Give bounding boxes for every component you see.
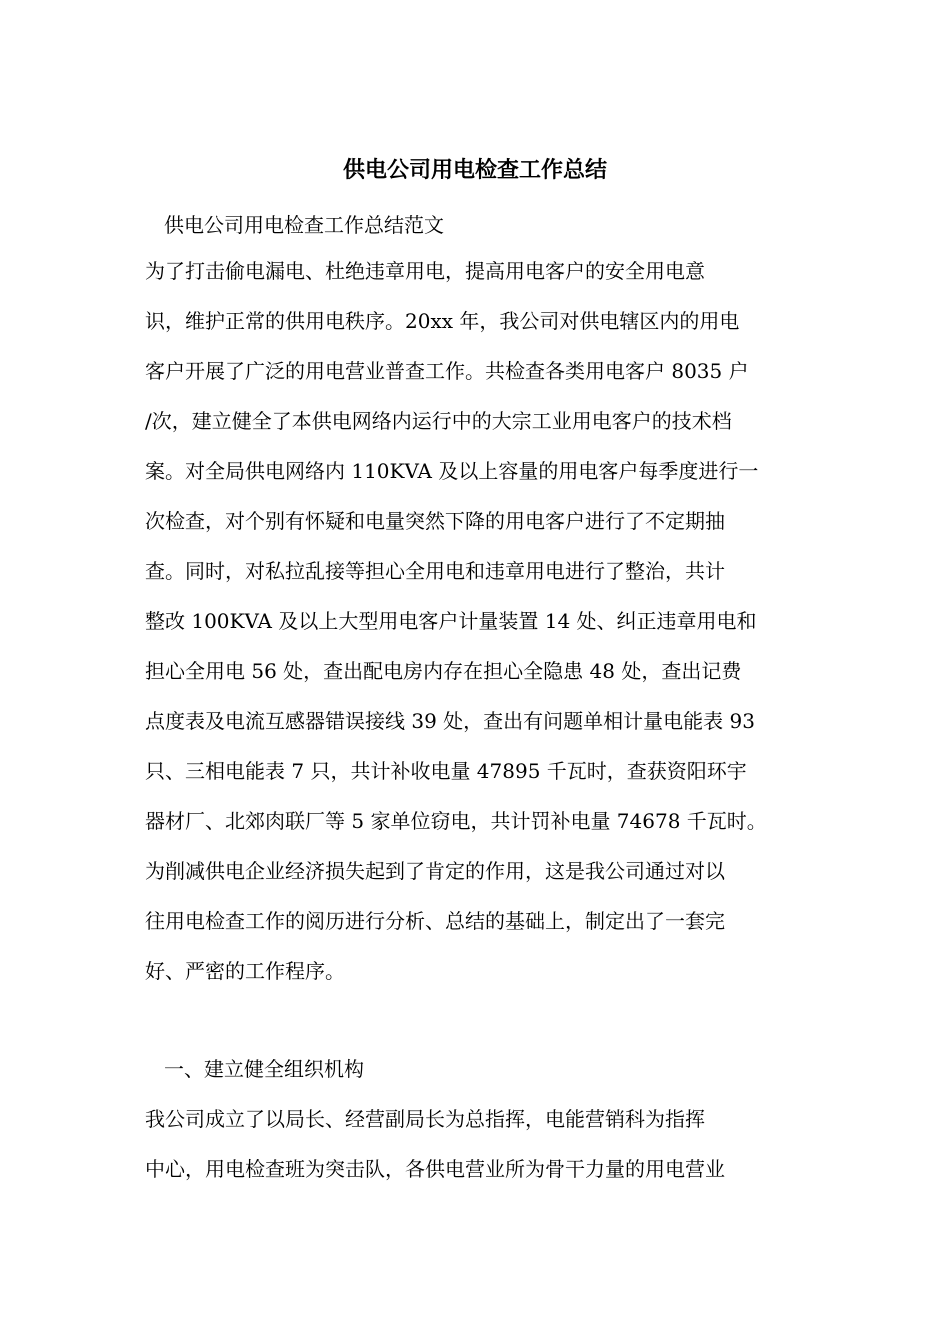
paragraph-line: 我公司成立了以局长、经营副局长为总指挥，电能营销科为指挥	[145, 1107, 705, 1131]
paragraph-line: 器材厂、北郊肉联厂等 5 家单位窃电，共计罚补电量 74678 千瓦时。	[145, 809, 767, 833]
paragraph-line: 点度表及电流互感器错误接线 39 处，查出有问题单相计量电能表 93	[145, 709, 755, 733]
paragraph-line: 为削减供电企业经济损失起到了肯定的作用，这是我公司通过对以	[145, 859, 725, 883]
document-subtitle: 供电公司用电检查工作总结范文	[164, 213, 444, 237]
paragraph-line: 中心，用电检查班为突击队，各供电营业所为骨干力量的用电营业	[145, 1157, 725, 1181]
paragraph-line: 客户开展了广泛的用电营业普查工作。共检查各类用电客户 8035 户	[145, 359, 749, 383]
document-title: 供电公司用电检查工作总结	[342, 158, 607, 183]
paragraph-line: 往用电检查工作的阅历进行分析、总结的基础上，制定出了一套完	[145, 909, 725, 933]
paragraph-line: 识，维护正常的供用电秩序。20xx 年，我公司对供电辖区内的用电	[145, 309, 740, 333]
paragraph-line: /次，建立健全了本供电网络内运行中的大宗工业用电客户的技术档	[145, 409, 732, 433]
paragraph-line: 只、三相电能表 7 只，共计补收电量 47895 千瓦时，查获资阳环宇	[145, 759, 747, 783]
intro-paragraph	[145, 246, 815, 996]
paragraph-line: 整改 100KVA 及以上大型用电客户计量装置 14 处、纠正违章用电和	[145, 609, 757, 633]
paragraph-line: 案。对全局供电网络内 110KVA 及以上容量的用电客户每季度进行一	[145, 459, 759, 483]
paragraph-line: 为了打击偷电漏电、杜绝违章用电，提高用电客户的安全用电意	[145, 259, 705, 283]
paragraph-line: 查。同时，对私拉乱接等担心全用电和违章用电进行了整治，共计	[145, 559, 725, 583]
section-heading: 一、建立健全组织机构	[164, 1057, 364, 1081]
paragraph-line: 好、严密的工作程序。	[145, 959, 345, 983]
section-paragraph	[145, 1094, 815, 1194]
paragraph-line: 次检查，对个别有怀疑和电量突然下降的用电客户进行了不定期抽	[145, 509, 725, 533]
paragraph-line: 担心全用电 56 处，查出配电房内存在担心全隐患 48 处，查出记费	[145, 659, 742, 683]
